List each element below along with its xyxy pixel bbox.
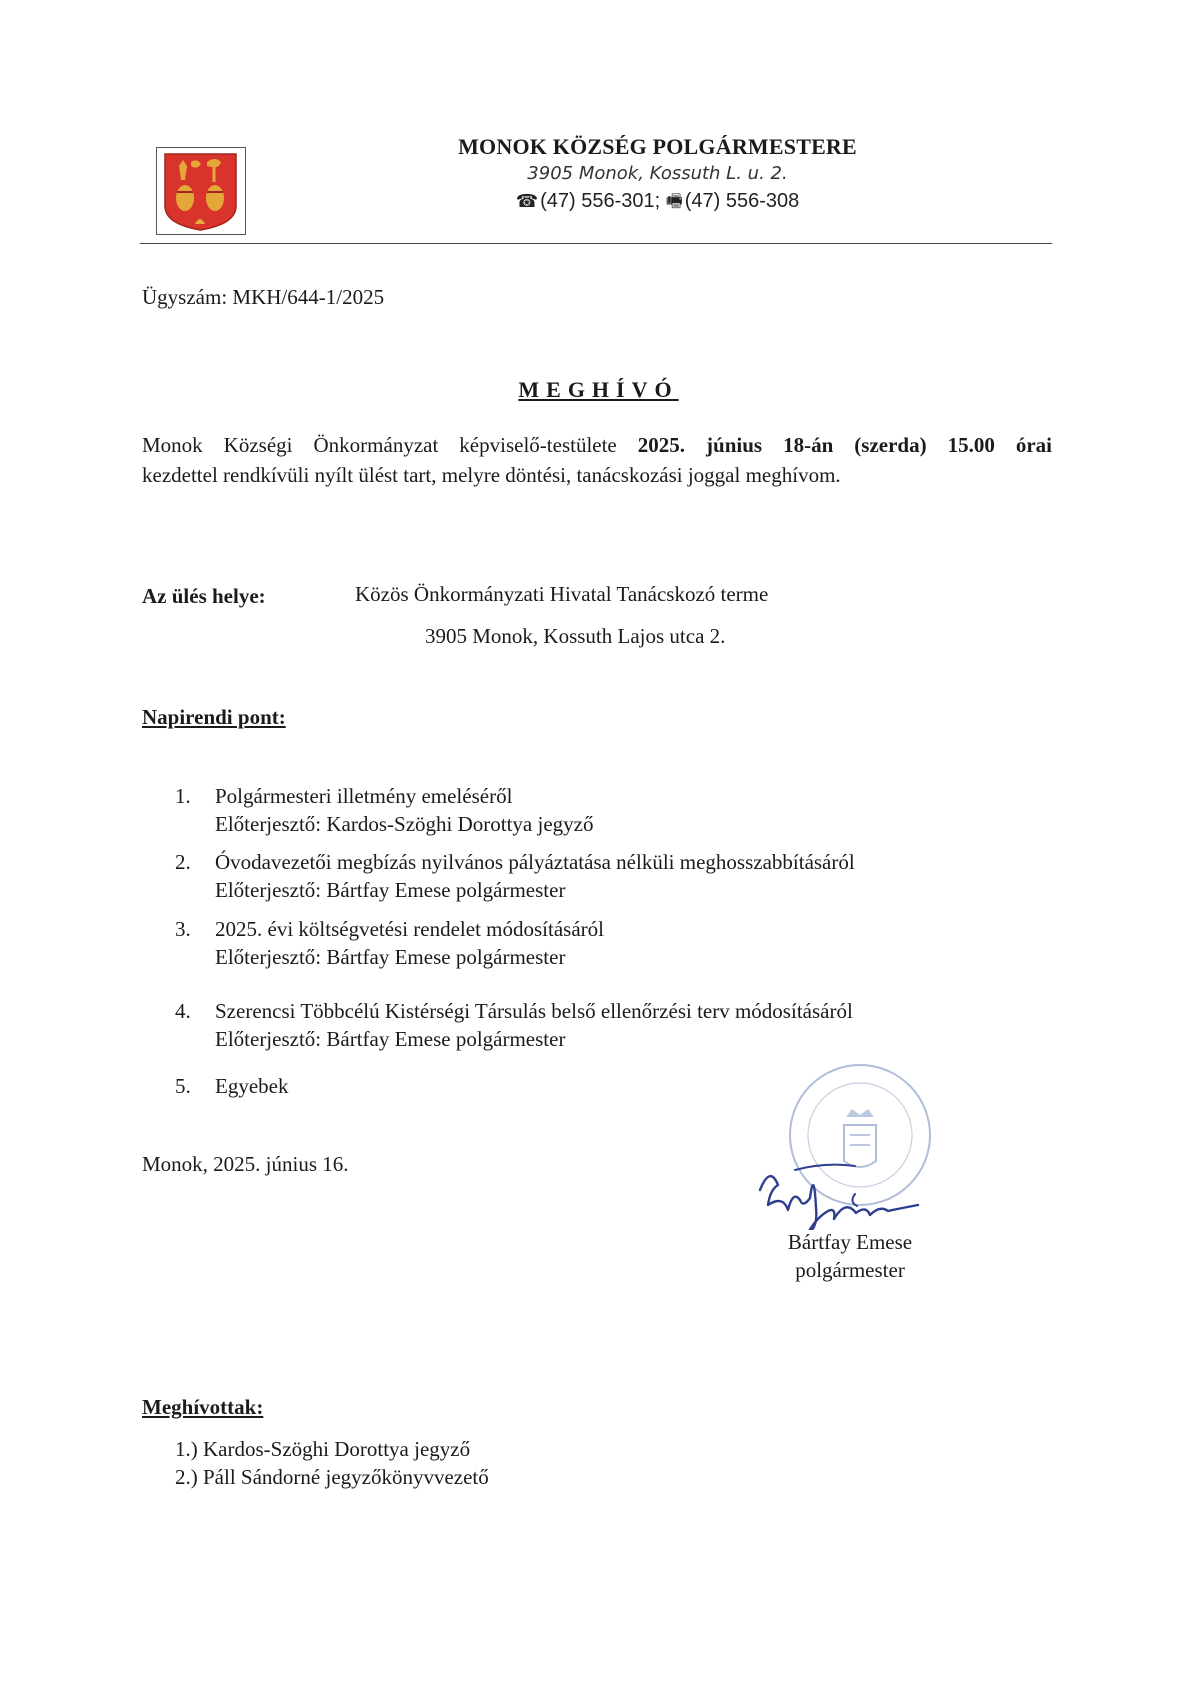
- agenda-item: 4. Szerencsi Többcélú Kistérségi Társulás belső ellenőrzési terv módosításáról Előterjesztő: Bártfay Emese polgármester: [175, 999, 853, 1051]
- agenda-item: 2. Óvodavezetői megbízás nyilvános pályáztatása nélküli meghosszabbításáról Előterjesztő: Bártfay Emese polgármester: [175, 850, 855, 902]
- phone-number: (47) 556-301;: [540, 190, 661, 212]
- document-title: MEGHÍVÓ: [518, 377, 679, 402]
- municipal-crest-logo: [156, 147, 246, 235]
- location-label: Az ülés helye:: [142, 584, 266, 608]
- signer-block: [770, 1228, 930, 1284]
- intro-paragraph: Monok Községi Önkormányzat képviselő-testülete 2025. június 18-án (szerda) 15.00 órai kezdettel rendkívüli nyílt ülést tart, melyre döntési, tanácskozási joggal meghívom.: [142, 433, 1052, 487]
- invited-heading: Meghívottak:: [142, 1395, 264, 1419]
- signature: [755, 1150, 960, 1230]
- issuer-title: MONOK KÖZSÉG POLGÁRMESTERE: [458, 134, 857, 159]
- location-address: 3905 Monok, Kossuth Lajos utca 2.: [425, 624, 726, 648]
- agenda-heading: Napirendi pont:: [142, 705, 286, 729]
- meeting-datetime: 2025. június 18-án (szerda) 15.00 órai: [637, 433, 1052, 457]
- date-line: Monok, 2025. június 16.: [142, 1152, 349, 1176]
- location-venue: Közös Önkormányzati Hivatal Tanácskozó terme: [355, 582, 769, 606]
- issuer-address: 3905 Monok, Kossuth L. u. 2.: [527, 163, 788, 184]
- invited-item: 1.) Kardos-Szöghi Dorottya jegyző: [175, 1437, 471, 1461]
- signer-role: polgármester: [795, 1258, 905, 1282]
- case-number: Ügyszám: MKH/644-1/2025: [142, 285, 385, 309]
- agenda-item: 5. Egyebek: [175, 1074, 289, 1098]
- issuer-contact: [380, 189, 935, 219]
- fax-number: (47) 556-308: [684, 190, 800, 212]
- agenda-item: 1. Polgármesteri illetmény emeléséről Előterjesztő: Kardos-Szöghi Dorottya jegyző: [175, 784, 594, 836]
- phone-icon: ☎: [515, 191, 539, 211]
- header-divider: [140, 243, 1052, 244]
- fax-icon: 🖷: [665, 191, 683, 211]
- agenda-item: 3. 2025. évi költségvetési rendelet módosításáról Előterjesztő: Bártfay Emese polgármester: [175, 917, 604, 969]
- signer-name: Bártfay Emese: [787, 1230, 913, 1254]
- invited-item: 2.) Páll Sándorné jegyzőkönyvvezető: [175, 1465, 489, 1489]
